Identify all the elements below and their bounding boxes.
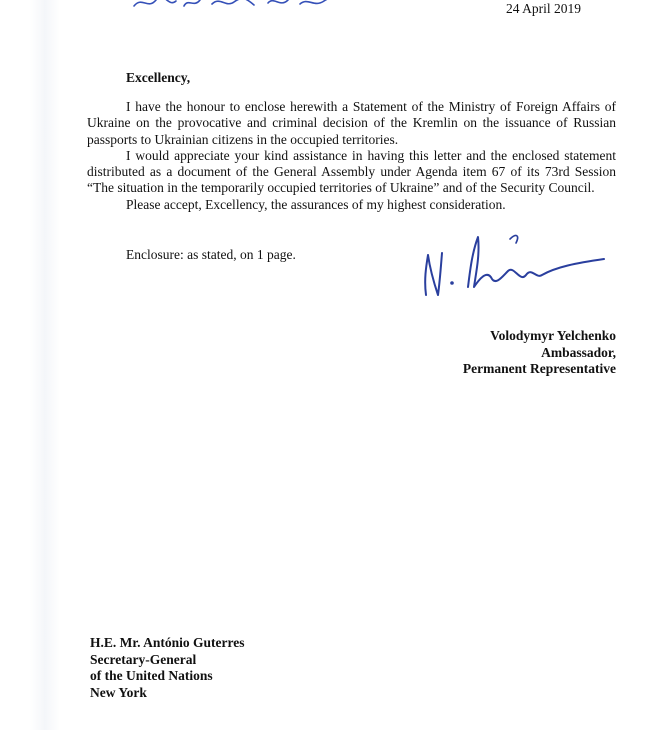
addressee-line: of the United Nations: [90, 668, 213, 683]
scan-artifact: [30, 0, 60, 730]
sender-role: Permanent Representative: [462, 361, 616, 376]
closing-paragraph: Please accept, Excellency, the assurances of my highest consideration.: [126, 196, 506, 212]
handwritten-signature: [416, 225, 612, 305]
addressee-line: New York: [90, 684, 147, 700]
handwritten-annotation: [128, 0, 348, 12]
addressee-block: [90, 635, 245, 701]
enclosure-note: Enclosure: as stated, on 1 page.: [126, 247, 296, 262]
addressee-line: H.E. Mr. António Guterres: [90, 635, 245, 650]
body-paragraph: I would appreciate your kind assistance in having this letter and the enclosed statement distributed as a document of the General Assembly under Agenda item 67 of its 73rd Session “The situation in the temporarily occupied territories of Ukraine” and of the Security Council.: [87, 147, 616, 196]
sender-signature-block: [463, 328, 616, 378]
sender-name: Volodymyr Yelchenko: [490, 328, 616, 343]
letter-body: [87, 99, 616, 213]
letter-date: 24 April 2019: [506, 1, 582, 16]
sender-title: Ambassador,: [541, 344, 616, 360]
salutation: Excellency,: [126, 70, 191, 85]
addressee-line: Secretary-General: [90, 651, 197, 667]
body-paragraph: I have the honour to enclose herewith a Statement of the Ministry of Foreign Affairs of Ukraine on the provocative and criminal decision of the Kremlin on the issuance of Russian passports to Ukrainian citizens in the occupied territories.: [87, 99, 616, 147]
